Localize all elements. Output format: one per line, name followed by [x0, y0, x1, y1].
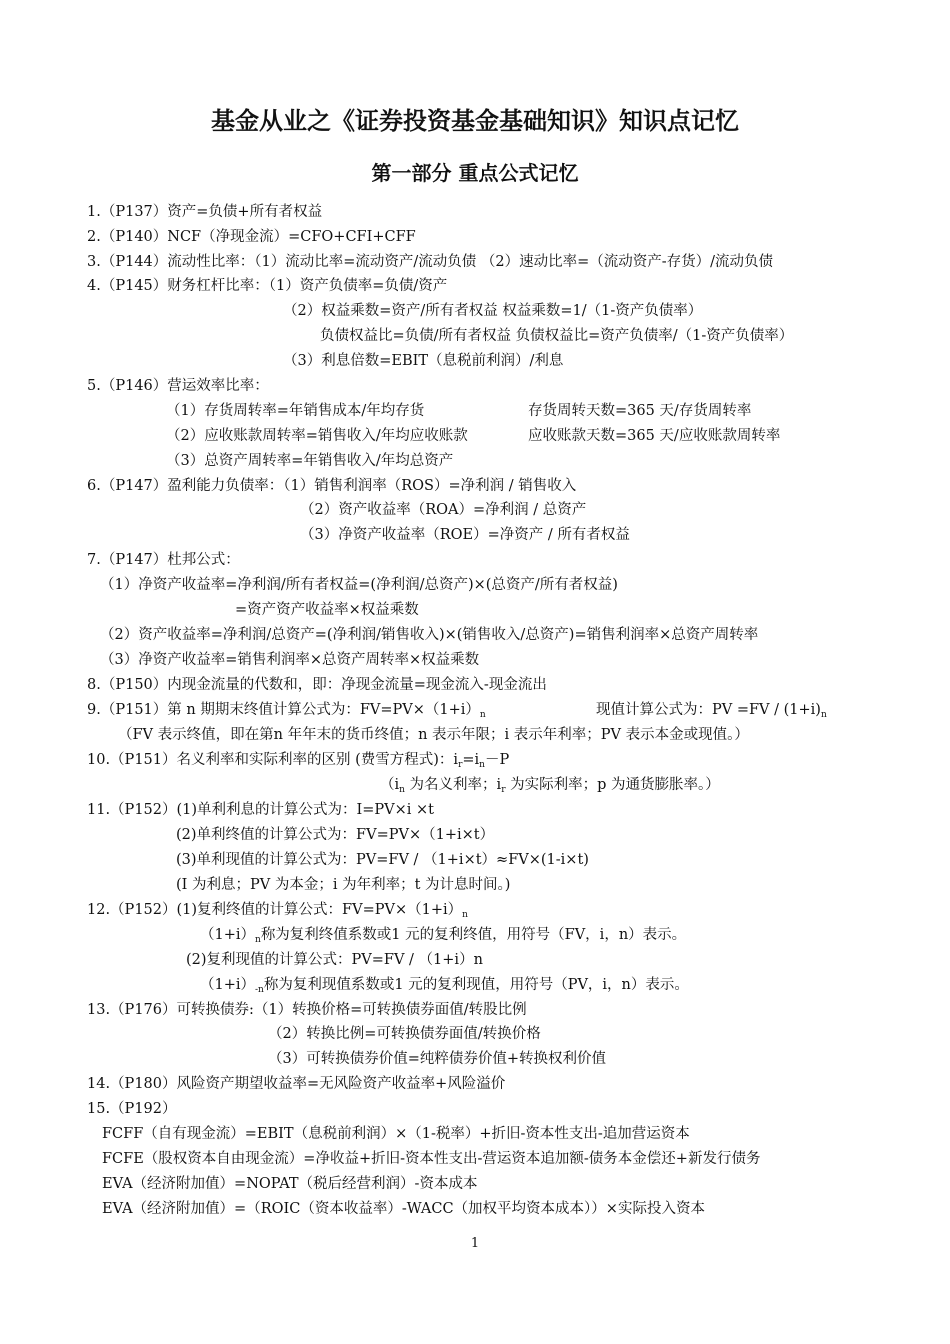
formula-line: 应收账款天数=365 天/应收账款周转率	[528, 428, 781, 444]
formula-line: 3.（P144）流动性比率：（1）流动比率=流动资产/流动负债 （2）速动比率=（流动资产-存货）/流动负债	[87, 254, 774, 270]
formula-line: 14.（P180）风险资产期望收益率=无风险资产收益率+风险溢价	[87, 1076, 506, 1092]
formula-line: (2)复利现值的计算公式：PV=FV / （1+i）n	[186, 952, 483, 968]
formula-text: 10.（P151）名义利率和实际利率的区别 (费雪方程式)：i	[87, 752, 459, 768]
formula-line	[380, 775, 720, 800]
formula-line: （3）可转换债券价值=纯粹债券价值+转换权利价值	[268, 1051, 607, 1067]
formula-text: （1+i）	[200, 977, 256, 993]
exponent-n: n	[462, 910, 468, 920]
formula-line: 13.（P176）可转换债券:（1）转换价格=可转换债券面值/转股比例	[87, 1002, 527, 1018]
formula-line: （2）资产收益率（ROA）=净利润 / 总资产	[300, 502, 587, 518]
formula-line: 11.（P152）(1)单利利息的计算公式为：I=PV×i ×t	[87, 802, 435, 818]
formula-line	[87, 750, 509, 775]
formula-line: EVA（经济附加值）=NOPAT（税后经营利润）-资本成本	[102, 1176, 478, 1192]
formula-text: 为实际利率；p 为通货膨胀率。）	[505, 777, 720, 793]
formula-line: 2.（P140）NCF（净现金流）=CFO+CFI+CFF	[87, 229, 416, 245]
formula-line: 8.（P150）内现金流量的代数和，即：净现金流量=现金流入-现金流出	[87, 677, 547, 693]
formula-text: （1+i）	[200, 927, 256, 943]
formula-line: EVA（经济附加值）=（ROIC（资本收益率）-WACC（加权平均资本成本））×实际投入资本	[102, 1201, 705, 1217]
exponent-n: n	[255, 935, 261, 945]
formula-line: （FV 表示终值，即在第n 年年末的货币终值；n 表示年限；i 表示年利率；PV 表示本金或现值。）	[118, 727, 749, 743]
formula-line	[87, 900, 468, 925]
formula-line: 7.（P147）杜邦公式：	[87, 552, 240, 568]
formula-line: （2）资产收益率=净利润/总资产=(净利润/销售收入)×(销售收入/总资产)=销售利润率×总资产周转率	[100, 627, 759, 643]
formula-line: 负债权益比=负债/所有者权益 负债权益比=资产负债率/（1-资产负债率）	[320, 328, 794, 344]
formula-line: 15.（P192）	[87, 1101, 177, 1117]
subscript-r: r	[458, 760, 463, 770]
subscript-n: n	[399, 785, 405, 795]
formula-line: （3）净资产收益率=销售利润率×总资产周转率×权益乘数	[100, 652, 480, 668]
formula-line: （3）利息倍数=EBIT（息税前利润）/利息	[283, 353, 564, 369]
formula-text: 称为复利终值系数或1 元的复利终值，用符号（FV，i，n）表示。	[260, 927, 687, 943]
subscript-r: r	[501, 785, 506, 795]
exponent-n: n	[820, 710, 827, 720]
formula-line: 1.（P137）资产=负债+所有者权益	[87, 204, 323, 220]
formula-line: (I 为利息；PV 为本金；i 为年利率；t 为计息时间。)	[176, 877, 511, 893]
formula-line	[596, 700, 827, 725]
formula-text: =i	[462, 752, 480, 768]
formula-line: 4.（P145）财务杠杆比率：（1）资产负债率=负债/资产	[87, 278, 448, 294]
formula-line	[200, 975, 689, 1000]
formula-line: （2）转换比例=可转换债券面值/转换价格	[268, 1026, 541, 1042]
formula-line: （3）总资产周转率=年销售收入/年均总资产	[166, 453, 454, 469]
formula-text: 9.（P151）第 n 期期末终值计算公式为：FV=PV×（1+i）	[87, 702, 480, 718]
formula-line: FCFF（自有现金流）=EBIT（息税前利润）×（1-税率）+折旧-资本性支出-追加营运资本	[102, 1126, 690, 1142]
section-title: 第一部分 重点公式记忆	[371, 161, 579, 185]
formula-line: (3)单利现值的计算公式为：PV=FV / （1+i×t）≈FV×(1-i×t)	[176, 852, 589, 868]
formula-line: 5.（P146）营运效率比率：	[87, 378, 269, 394]
formula-line: （2）应收账款周转率=销售收入/年均应收账款	[166, 428, 468, 444]
formula-text: 现值计算公式为：PV =FV / (1+i)	[596, 702, 821, 718]
formula-text: 为名义利率；i	[404, 777, 502, 793]
formula-line: 存货周转天数=365 天/存货周转率	[528, 403, 752, 419]
formula-line: （2）权益乘数=资产/所有者权益 权益乘数=1/（1-资产负债率）	[283, 303, 703, 319]
page-number: 1	[470, 1236, 480, 1251]
exponent-n: n	[479, 710, 486, 720]
subscript-n: n	[479, 760, 485, 770]
formula-text: （i	[380, 777, 400, 793]
formula-text: －P	[484, 752, 510, 768]
formula-line: 6.（P147）盈利能力负债率：（1）销售利润率（ROS）=净利润 / 销售收入	[87, 478, 577, 494]
formula-line: （3）净资产收益率（ROE）=净资产 / 所有者权益	[300, 527, 630, 543]
formula-text: 称为复利现值系数或1 元的复利现值，用符号（PV，i，n）表示。	[263, 977, 689, 993]
document-title: 基金从业之《证券投资基金基础知识》知识点记忆	[211, 106, 739, 135]
formula-line	[200, 925, 686, 950]
exponent-neg-n: -n	[255, 985, 264, 995]
formula-line: =资产资产收益率×权益乘数	[235, 602, 419, 618]
formula-line: FCFE（股权资本自由现金流）=净收益+折旧-资本性支出-营运资本追加额-债务本金偿还+新发行债务	[102, 1151, 761, 1167]
formula-line	[87, 700, 486, 725]
formula-line: （1）存货周转率=年销售成本/年均存货	[166, 403, 425, 419]
formula-line: (2)单利终值的计算公式为：FV=PV×（1+i×t）	[176, 827, 495, 843]
formula-line: （1）净资产收益率=净利润/所有者权益=(净利润/总资产)×(总资产/所有者权益)	[100, 577, 618, 593]
formula-text: 12.（P152）(1)复利终值的计算公式：FV=PV×（1+i）	[87, 902, 463, 918]
